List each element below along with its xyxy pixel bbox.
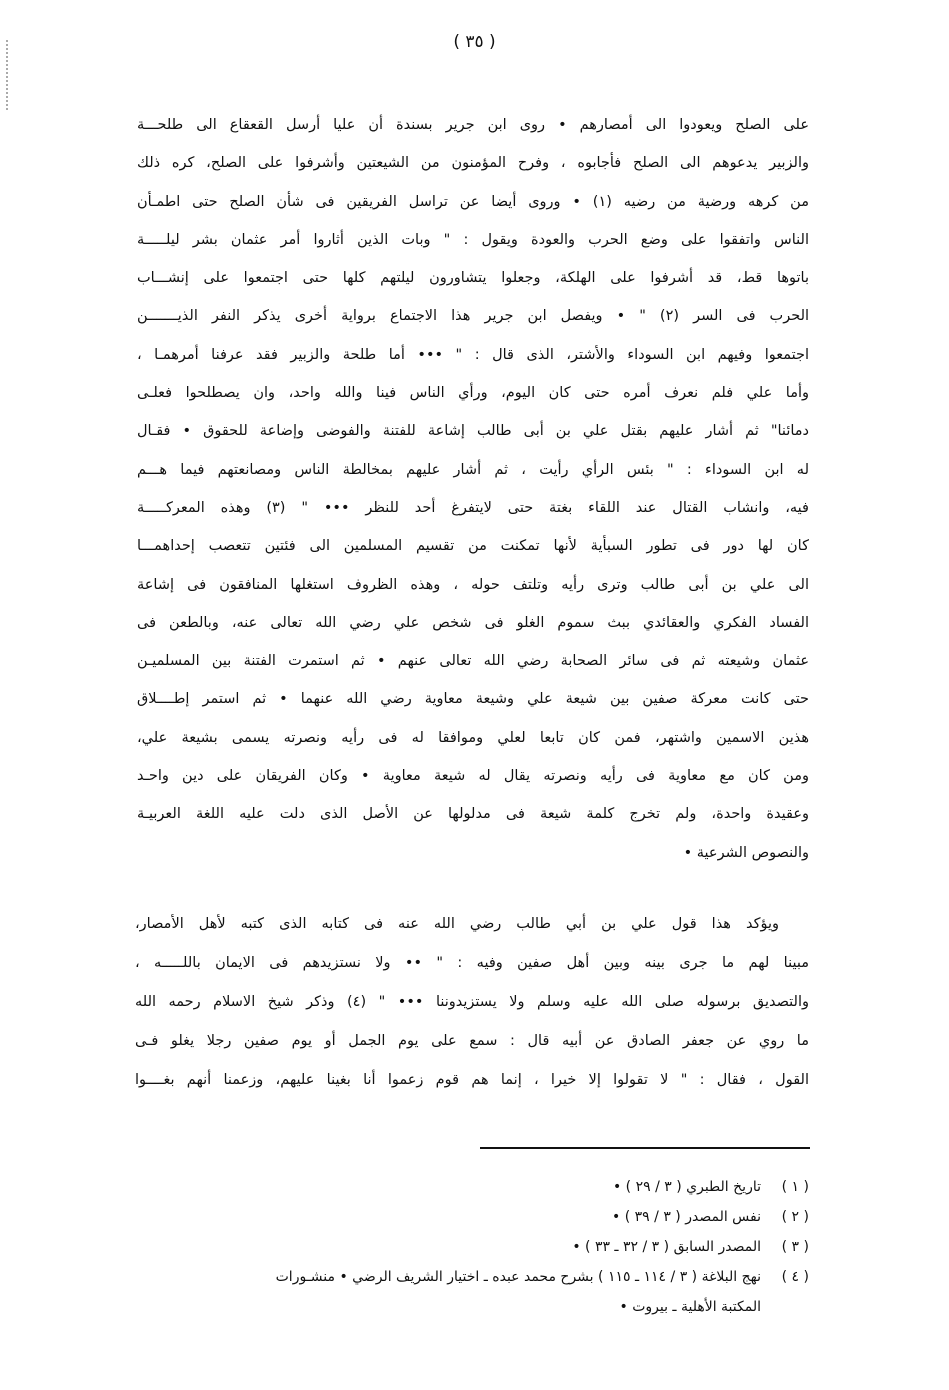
text-line: عثمان وشيعته ثم فى سائر الصحابة رضي الله تعالى عنهم • ثم استمرت الفتنة بين المسلميـن	[137, 653, 809, 670]
footnote-text: نفس المصدر ( ٣ / ٣٩ ) •	[612, 1209, 761, 1225]
text-line: هذين الاسمين واشتهر، فمن كان تابعا لعلي وموافقا له فى رأيه ونصرته يسمى بشيعة علي،	[137, 729, 809, 746]
text-line: له ابن السوداء : " بئس الرأي رأيت ، ثم أشار عليهم بمخالطة الناس ومصانعتهم فيما هـــم	[137, 461, 809, 478]
footnote-text: تاريخ الطبري ( ٣ / ٢٩ ) •	[612, 1179, 761, 1195]
text-line: كان لها دور فى تطور السبأية لأنها تمكنت من تقسيم المسلمين الى فئتين تتعصب إحداهمـــا	[137, 538, 809, 555]
footnote-number: ( ١ )	[781, 1179, 809, 1195]
paragraph-1	[137, 106, 809, 872]
text-line: وعقيدة واحدة، ولم تخرج كلمة شيعة فى مدلولها عن الأصل الذى دلت عليه اللغة العربيـة	[137, 806, 809, 823]
text-line: على الصلح ويعودوا الى أمصارهم • روى ابن جرير بسندة أن عليا أرسل القعقاع الى طلحـــة	[137, 117, 809, 133]
text-line: والزبير يدعوهم الى الصلح فأجابوه ، وفرح المؤمنون من الشيعتين وأشرفوا على الصلح، كره ذلك	[137, 155, 809, 172]
paragraph-2	[135, 905, 809, 1100]
footnote	[139, 1262, 809, 1292]
text-line: والنصوص الشرعية •	[683, 844, 809, 861]
text-line: الفساد الفكري والعقائدي ببث سموم الغلو فى شخص علي رضي الله تعالى عنه، وبالطعن فى	[137, 614, 809, 631]
text-line: مبينا لهم ما جرى بينه وبين أهل صفين وفيه : " •• ولا نستزيدهم فى الايمان باللـــــه ،	[135, 955, 809, 971]
footnotes	[139, 1172, 809, 1322]
footnote	[139, 1202, 809, 1232]
text-line: فيه، وانشاب القتال عند اللقاء بغتة حتى لايتفرغ أحد للنظر ••• " (٣) وهذه المعركـــــة	[137, 499, 809, 516]
text-line: الحرب فى السر (٢) " • ويفصل ابن جرير هذا الاجتماع برواية أخرى يذكر النفر الذيـــــــن	[137, 308, 809, 325]
text-line: ومن كان مع معاوية فى رأيه ونصرته يقال له شيعة معاوية • وكان الفريقان على دين واحـد	[137, 768, 809, 785]
footnote-continuation: المكتبة الأهلية ـ بيروت •	[619, 1299, 761, 1315]
page-number: ( ٣٥ )	[453, 32, 496, 52]
text-line: القول ، فقال : " لا تقولوا إلا خيرا ، إنما هم قوم زعموا أنا بغينا عليهم، وزعمنا أنهم بغــــوا	[135, 1072, 809, 1088]
footnote	[139, 1232, 809, 1262]
footnote-number: ( ٣ )	[781, 1239, 809, 1255]
footnote-number: ( ٤ )	[781, 1269, 809, 1285]
text-line: الناس واتفقوا على وضع الحرب والعودة ويقول : " وبات الذين أثاروا أمر عثمان بشر ليلـــــة	[137, 231, 809, 248]
footnote-separator	[480, 1147, 810, 1149]
text-line: والتصديق برسوله صلى الله عليه وسلم ولا يستزيدوننا ••• " (٤) وذكر شيخ الاسلام رحمه الله	[135, 994, 809, 1010]
footnote-text: نهج البلاغة ( ٣ / ١١٤ ـ ١١٥ ) بشرح محمد عبده ـ اختيار الشريف الرضي • منشـورات	[275, 1269, 761, 1285]
text-line: من كرهه ورضية من رضيه (١) • وروى أيضا عن تراسل الفريقين فى شأن الصلح حتى اطمـأن	[137, 193, 809, 210]
text-line: وأما علي فلم نعرف أمره حتى كان اليوم، ورأي الناس فينا والله واحد، وان يصطلحوا فعلـى	[137, 385, 809, 402]
text-line: ويؤكد هذا قول علي بن أبي طالب رضي الله عنه فى كتابه الذى كتبه لأهل الأمصار،	[135, 916, 779, 932]
footnote-number: ( ٢ )	[781, 1209, 809, 1225]
footnote	[139, 1172, 809, 1202]
text-line: اجتمعوا وفيهم ابن السوداء والأشتر، الذى قال : " ••• أما طلحة والزبير فقد عرفنا أمرهمـا ،	[137, 346, 809, 363]
text-line: دمائنا" ثم أشار عليهم بقتل علي بن أبى طالب إشاعة للفتنة والفوضى وإضاعة للحقوق • فقـال	[137, 423, 809, 440]
footnote-text: المصدر السابق ( ٣ / ٣٢ ـ ٣٣ ) •	[572, 1239, 761, 1255]
text-line: حتى كانت معركة صفين بين شيعة علي وشيعة معاوية رضي الله عنهما • ثم استمر إطــــلاق	[137, 691, 809, 708]
text-line: باتوها قط، قد أشرفوا على الهلكة، وجعلوا يتشاورون ليلتهم كلها حتى اجتمعوا على إنشـــاب	[137, 270, 809, 287]
text-line: الى علي بن أبى طالب وترى رأيه وتلتف حوله ، وهذه الظروف استغلها المنافقون فى إشاعة	[137, 576, 809, 593]
text-line: ما روي عن جعفر الصادق عن أبيه قال : سمع على يوم الجمل أو يوم صفين رجلا يغلو فـى	[135, 1033, 809, 1049]
